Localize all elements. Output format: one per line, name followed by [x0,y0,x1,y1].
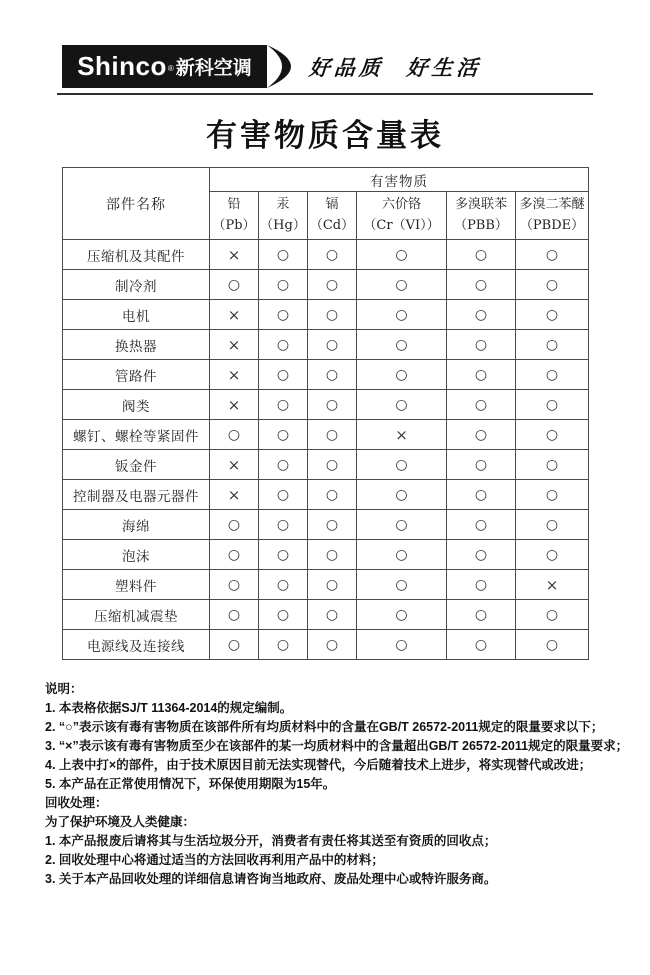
mark-within-limit: ○ [259,630,308,660]
substance-header-cell: 六价铬 （Cr（VI）） [357,192,447,240]
part-name-cell: 泡沫 [63,540,210,570]
table-row [63,540,589,570]
mark-within-limit: ○ [357,540,447,570]
mark-within-limit: ○ [516,360,589,390]
mark-within-limit: ○ [357,300,447,330]
mark-within-limit: ○ [210,270,259,300]
mark-within-limit: ○ [447,330,516,360]
mark-within-limit: ○ [357,510,447,540]
registered-trademark-icon: ® [167,64,174,73]
part-name-cell: 压缩机减震垫 [63,600,210,630]
substance-header-cell: 铅 （Pb） [210,192,259,240]
notes-heading: 说明： [45,682,83,696]
mark-within-limit: ○ [357,600,447,630]
mark-exceeds-limit: × [516,570,589,600]
mark-within-limit: ○ [516,300,589,330]
table-row [63,270,589,300]
mark-within-limit: ○ [357,630,447,660]
table-row [63,450,589,480]
note-item: 5. 本产品在正常使用情况下，环保使用期限为15年。 [45,777,336,791]
mark-exceeds-limit: × [210,300,259,330]
mark-within-limit: ○ [516,600,589,630]
part-name-cell: 螺钉、螺栓等紧固件 [63,420,210,450]
brand-header [62,45,482,88]
substance-header-cell: 多溴联苯 （PBB） [447,192,516,240]
mark-within-limit: ○ [516,390,589,420]
mark-within-limit: ○ [308,540,357,570]
mark-within-limit: ○ [308,450,357,480]
mark-within-limit: ○ [259,540,308,570]
substances-group-header: 有害物质 [210,168,589,192]
shinco-wordmark: Shinco [77,51,167,81]
notes-section [45,680,629,889]
mark-within-limit: ○ [308,270,357,300]
mark-exceeds-limit: × [210,330,259,360]
recycling-list [45,832,620,889]
mark-within-limit: ○ [308,510,357,540]
mark-exceeds-limit: × [357,420,447,450]
mark-within-limit: ○ [357,360,447,390]
part-name-cell: 压缩机及其配件 [63,240,210,270]
table-row [63,420,589,450]
mark-within-limit: ○ [308,630,357,660]
mark-within-limit: ○ [259,300,308,330]
mark-within-limit: ○ [447,270,516,300]
part-name-cell: 电机 [63,300,210,330]
notes-list [45,699,629,794]
mark-within-limit: ○ [259,270,308,300]
table-body [63,240,589,660]
part-name-cell: 管路件 [63,360,210,390]
mark-within-limit: ○ [308,390,357,420]
note-item: 2. “○”表示该有毒有害物质在该部件所有均质材料中的含量在GB/T 26572-2011规定的限量要求以下； [45,720,604,734]
mark-within-limit: ○ [210,570,259,600]
mark-exceeds-limit: × [210,240,259,270]
mark-within-limit: ○ [447,630,516,660]
table-row [63,240,589,270]
mark-within-limit: ○ [516,270,589,300]
mark-exceeds-limit: × [210,450,259,480]
mark-within-limit: ○ [308,570,357,600]
mark-within-limit: ○ [357,480,447,510]
mark-within-limit: ○ [357,270,447,300]
brand-logo [62,45,267,88]
mark-within-limit: ○ [308,300,357,330]
brand-slogan: 好品质 好生活 [308,54,483,80]
mark-within-limit: ○ [447,570,516,600]
logo-crescent-icon [267,45,293,88]
mark-within-limit: ○ [447,240,516,270]
recycling-item: 2. 回收处理中心将通过适当的方法回收再利用产品中的材料； [45,853,384,867]
note-item: 1. 本表格依据SJ/T 11364-2014的规定编制。 [45,701,293,715]
mark-exceeds-limit: × [210,360,259,390]
mark-within-limit: ○ [210,600,259,630]
part-name-cell: 海绵 [63,510,210,540]
table-row [63,630,589,660]
recycling-heading: 回收处理： [45,796,108,810]
mark-within-limit: ○ [447,540,516,570]
mark-within-limit: ○ [447,600,516,630]
mark-within-limit: ○ [516,540,589,570]
mark-within-limit: ○ [259,570,308,600]
mark-within-limit: ○ [516,480,589,510]
mark-within-limit: ○ [259,600,308,630]
header-divider [57,93,593,95]
mark-exceeds-limit: × [210,390,259,420]
substance-header-cell: 镉 （Cd） [308,192,357,240]
page-title: 有害物质含量表 [206,118,444,153]
mark-within-limit: ○ [357,450,447,480]
mark-within-limit: ○ [447,360,516,390]
mark-within-limit: ○ [357,330,447,360]
mark-within-limit: ○ [357,570,447,600]
hazardous-substances-table [62,167,589,660]
mark-within-limit: ○ [516,510,589,540]
mark-within-limit: ○ [259,390,308,420]
table-row [63,300,589,330]
part-name-cell: 电源线及连接线 [63,630,210,660]
part-name-header: 部件名称 [63,168,210,240]
mark-within-limit: ○ [516,420,589,450]
mark-within-limit: ○ [210,630,259,660]
mark-within-limit: ○ [357,390,447,420]
part-name-cell: 控制器及电器元器件 [63,480,210,510]
mark-within-limit: ○ [259,510,308,540]
mark-within-limit: ○ [447,300,516,330]
recycling-item: 1. 本产品报废后请将其与生活垃圾分开，消费者有责任将其送至有资质的回收点； [45,834,497,848]
mark-within-limit: ○ [516,240,589,270]
mark-within-limit: ○ [357,240,447,270]
table-row [63,330,589,360]
recycling-item: 3. 关于本产品回收处理的详细信息请咨询当地政府、废品处理中心或特许服务商。 [45,872,497,886]
substance-header-cell: 汞 （Hg） [259,192,308,240]
substance-header-cell: 多溴二苯醚 （PBDE） [516,192,589,240]
part-name-cell: 钣金件 [63,450,210,480]
table-row [63,360,589,390]
table-row [63,600,589,630]
mark-within-limit: ○ [447,390,516,420]
mark-within-limit: ○ [259,420,308,450]
mark-within-limit: ○ [210,540,259,570]
brand-name-chinese: 新科空调 [175,58,252,79]
mark-within-limit: ○ [308,480,357,510]
mark-within-limit: ○ [447,420,516,450]
part-name-cell: 换热器 [63,330,210,360]
part-name-cell: 制冷剂 [63,270,210,300]
mark-within-limit: ○ [308,330,357,360]
mark-within-limit: ○ [447,450,516,480]
table-row [63,480,589,510]
recycling-intro: 为了保护环境及人类健康： [45,815,196,829]
mark-within-limit: ○ [259,480,308,510]
mark-within-limit: ○ [259,330,308,360]
part-name-cell: 阀类 [63,390,210,420]
mark-within-limit: ○ [308,240,357,270]
mark-within-limit: ○ [259,450,308,480]
mark-within-limit: ○ [308,360,357,390]
mark-within-limit: ○ [447,480,516,510]
mark-exceeds-limit: × [210,480,259,510]
note-item: 4. 上表中打×的部件，由于技术原因目前无法实现替代，今后随着技术上进步，将实现替代或改进； [45,758,592,772]
mark-within-limit: ○ [516,330,589,360]
mark-within-limit: ○ [259,240,308,270]
mark-within-limit: ○ [516,450,589,480]
mark-within-limit: ○ [447,510,516,540]
table-row [63,390,589,420]
mark-within-limit: ○ [308,600,357,630]
part-name-cell: 塑料件 [63,570,210,600]
table-header-row-1 [63,168,589,192]
mark-within-limit: ○ [210,510,259,540]
mark-within-limit: ○ [210,420,259,450]
table-row [63,570,589,600]
table-row [63,510,589,540]
mark-within-limit: ○ [516,630,589,660]
mark-within-limit: ○ [308,420,357,450]
mark-within-limit: ○ [259,360,308,390]
note-item: 3. “×”表示该有毒有害物质至少在该部件的某一均质材料中的含量超出GB/T 26572-2011规定的限量要求； [45,739,629,753]
